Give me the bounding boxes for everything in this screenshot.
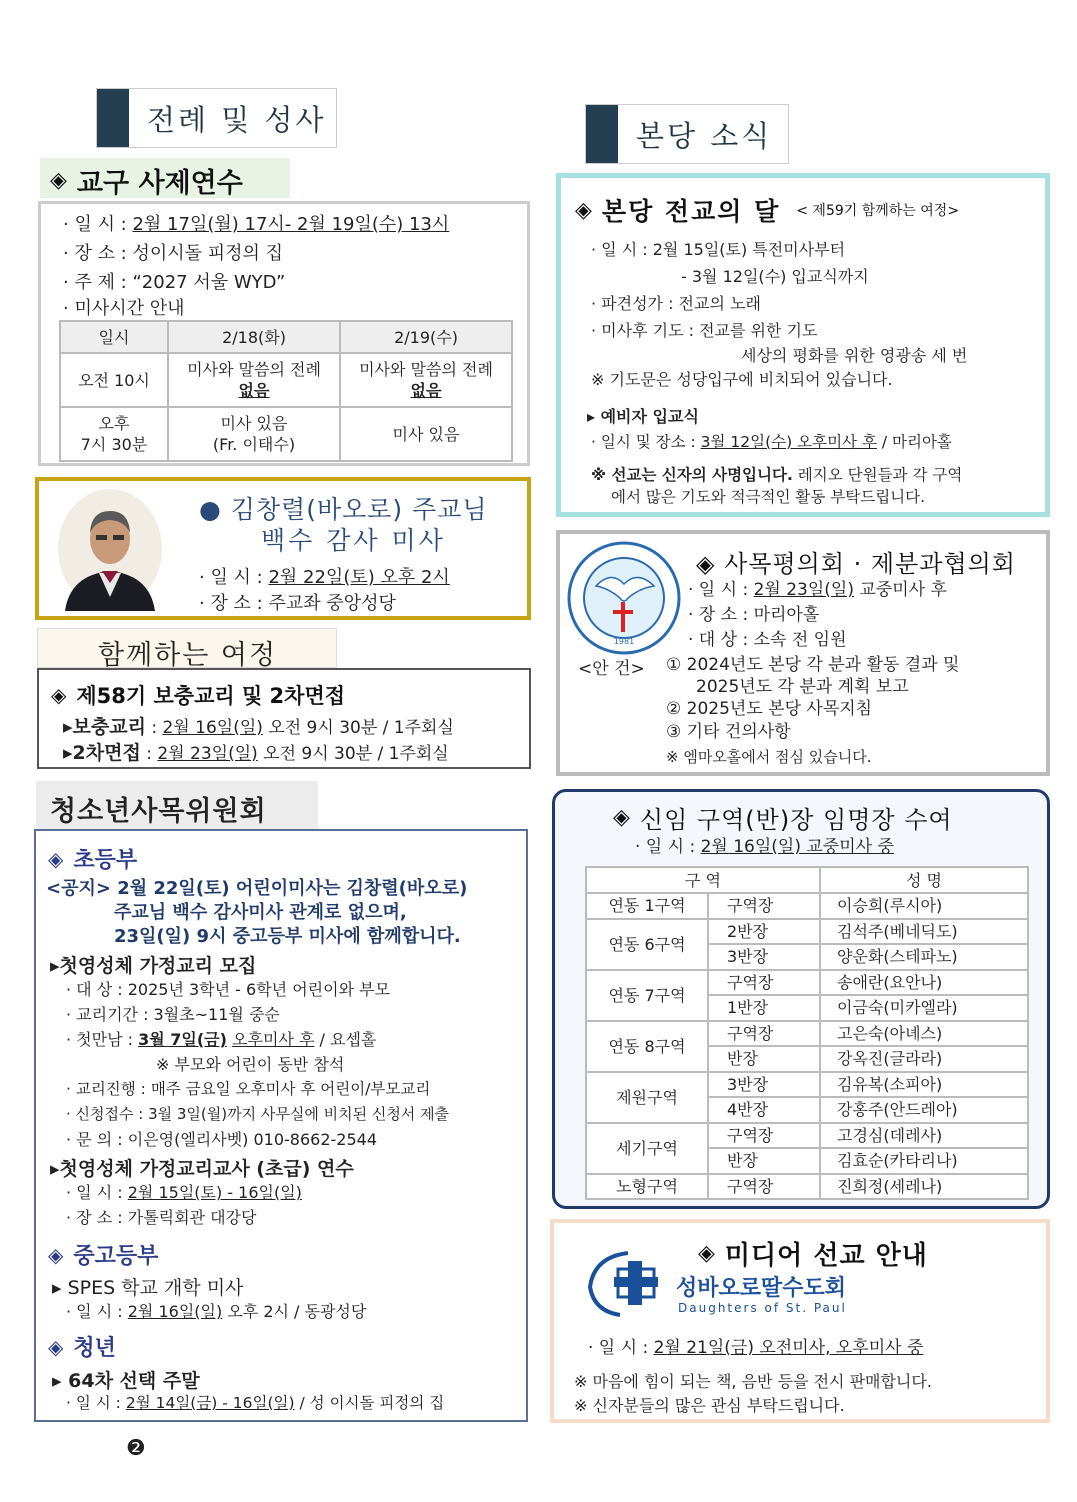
name-cell: 고은숙(아녜스)	[820, 1021, 1028, 1047]
communion-line: · 교리기간 : 3월초~11월 중순	[66, 1005, 280, 1024]
bishop-title-2: 백수 감사 미사	[261, 526, 446, 555]
retreat-line: · 주 제 : “2027 서울 WYD”	[63, 272, 286, 293]
district-cell: 연동 7구역	[586, 970, 708, 1021]
district-cell: 제원구역	[586, 1072, 708, 1123]
bishop-portrait	[55, 487, 165, 611]
retreat-title: 교구 사제연수	[76, 168, 243, 199]
role-cell: 반장	[708, 1148, 820, 1174]
appointment-title: 신임 구역(반)장 임명장 수여	[639, 806, 953, 834]
page-number: ❷	[126, 1436, 146, 1461]
council-box	[556, 530, 1050, 776]
name-cell: 김유복(소피아)	[820, 1072, 1028, 1098]
council-date: · 일 시 : 2월 23일(일) 교중미사 후	[688, 580, 947, 600]
diamond-icon: ◈	[575, 197, 592, 223]
diamond-icon: ◈	[50, 168, 67, 193]
role-cell: 구역장	[708, 970, 820, 996]
role-cell: 1반장	[708, 995, 820, 1021]
weekend-date: · 일 시 : 2월 14일(금) - 16일(일) / 성 이시돌 피정의 집	[66, 1394, 445, 1412]
first-meet-line: · 첫만남 : 3월 7일(금) 오후미사 후 / 요셉홀	[66, 1030, 377, 1049]
journey-item: ▸2차면접 : 2월 23일(일) 오전 9시 30분 / 1주회실	[63, 742, 449, 764]
mission-line: ※ 기도문은 성당입구에 비치되어 있습니다.	[591, 370, 893, 389]
news-header-text: 본당 소식	[636, 118, 773, 153]
header-bar	[97, 89, 129, 147]
header-bar	[586, 105, 618, 163]
role-cell: 구역장	[708, 1174, 820, 1200]
journey-item: ▸보충교리 : 2월 16일(일) 오전 9시 30분 / 1주회실	[63, 716, 454, 738]
table-row	[586, 1021, 1028, 1047]
mission-box	[556, 173, 1050, 517]
table-row: 오전 10시 미사와 말씀의 전례 없음 미사와 말씀의 전례 없음	[60, 353, 512, 407]
table-row	[586, 893, 1028, 919]
agenda-item: ② 2025년도 본당 사목지침	[666, 699, 873, 719]
journey-header: 함께하는 여정	[37, 628, 337, 668]
media-title: 미디어 선교 안내	[724, 1241, 928, 1271]
teacher-place: · 장 소 : 가톨릭회관 대강당	[66, 1208, 257, 1227]
name-cell: 송애란(요안나)	[820, 970, 1028, 996]
lunch-note: ※ 엠마오홀에서 점심 있습니다.	[666, 748, 872, 766]
name-cell: 고경심(데레사)	[820, 1123, 1028, 1149]
table-header: 2/19(수)	[340, 321, 512, 353]
communion-line: · 신청접수 : 3월 3일(월)까지 사무실에 비치된 신청서 제출	[66, 1105, 450, 1123]
retreat-title-box	[40, 158, 290, 198]
daughters-of-st-paul-logo	[584, 1247, 674, 1319]
communion-line: · 교리진행 : 매주 금요일 오후미사 후 어린이/부모교리	[66, 1080, 431, 1098]
media-box	[550, 1219, 1050, 1423]
table-row: 오후 7시 30분 미사 있음 (Fr. 이태수) 미사 있음	[60, 407, 512, 461]
mission-line: 세상의 평화를 위한 영광송 세 번	[741, 346, 968, 365]
mission-line: · 미사후 기도 : 전교를 위한 기도	[591, 321, 818, 340]
journey-box	[37, 668, 531, 769]
media-note: ※ 마음에 힘이 되는 책, 음반 등을 전시 판매합니다.	[574, 1372, 932, 1391]
logo-korean: 성바오로딸수도회	[676, 1276, 847, 1301]
bishop-mass-box	[35, 477, 531, 620]
media-note: ※ 신자분들의 많은 관심 부탁드립니다.	[574, 1396, 845, 1415]
diamond-icon: ◈	[48, 846, 64, 871]
mission-line: · 파견성가 : 전교의 노래	[591, 294, 761, 313]
notice: <공지> 2월 22일(토) 어린이미사는 김창렬(바오로) 주교님 백수 감사미사 관계로 없으며, 23일(일) 9시 중고등부 미사에 함께합니다.	[46, 878, 468, 947]
liturgy-section-header	[96, 88, 337, 148]
retreat-line: · 일 시 : 2월 17일(월) 17시- 2월 19일(수) 13시	[63, 214, 450, 235]
parish-seal-logo	[566, 540, 682, 656]
district-table	[585, 866, 1029, 1200]
retreat-line: · 미사시간 안내	[63, 298, 185, 319]
appointment-date: · 일 시 : 2월 16일(일) 교중미사 중	[635, 837, 894, 857]
table-header: 2/18(화)	[168, 321, 340, 353]
diamond-icon: ◈	[48, 1334, 64, 1359]
role-cell: 반장	[708, 1046, 820, 1072]
role-cell: 구역장	[708, 1021, 820, 1047]
district-cell: 세기구역	[586, 1123, 708, 1174]
council-place: · 장 소 : 마리아홀	[688, 605, 820, 625]
spes-title: ▸ SPES 학교 개학 미사	[52, 1277, 244, 1299]
district-cell: 연동 6구역	[586, 919, 708, 970]
role-cell: 3반장	[708, 944, 820, 970]
weekend-title: ▸ 64차 선택 주말	[52, 1370, 200, 1392]
role-cell: 구역장	[708, 893, 820, 919]
name-cell: 이금숙(미카엘라)	[820, 995, 1028, 1021]
name-cell: 양운화(스테파노)	[820, 944, 1028, 970]
name-cell: 김효순(카타리나)	[820, 1148, 1028, 1174]
name-cell: 이승희(루시아)	[820, 893, 1028, 919]
agenda-item: ③ 기타 건의사항	[666, 722, 791, 742]
retreat-box	[38, 201, 530, 466]
retreat-line: · 장 소 : 성이시돌 피정의 집	[63, 243, 284, 264]
bishop-place: · 장 소 : 주교좌 중앙성당	[199, 593, 396, 614]
mission-note: ※ 선교는 신자의 사명입니다. 레지오 단원들과 각 구역 에서 많은 기도와 적극적인 활동 부탁드립니다.	[591, 466, 963, 506]
table-row	[586, 919, 1028, 945]
table-header: 성 명	[820, 867, 1028, 893]
table-row	[586, 1072, 1028, 1098]
mission-subtitle: < 제59기 함께하는 여정>	[796, 203, 960, 219]
middle-title: 중고등부	[73, 1244, 159, 1269]
logo-english: Daughters of St. Paul	[678, 1301, 847, 1315]
table-row	[586, 1123, 1028, 1149]
news-section-header	[585, 104, 789, 164]
role-cell: 구역장	[708, 1123, 820, 1149]
elementary-title: 초등부	[73, 848, 138, 873]
young-title: 청년	[73, 1336, 116, 1361]
appointment-box	[552, 789, 1050, 1209]
communion-line: · 문 의 : 이은영(엘리사벳) 010-8662-2544	[66, 1130, 378, 1149]
youth-box	[34, 829, 528, 1422]
council-title: ◈ 사목평의회 · 제분과협의회	[696, 550, 1016, 578]
communion-title: ▸첫영성체 가정교리 모집	[50, 955, 257, 977]
name-cell: 진희정(세레나)	[820, 1174, 1028, 1200]
catechumen-line: · 일시 및 장소 : 3월 12일(수) 오후미사 후 / 마리아홀	[591, 433, 952, 451]
parents-note: ※ 부모와 어린이 동반 참석	[156, 1055, 345, 1074]
catechumen-title: ▸ 예비자 입교식	[587, 407, 699, 426]
table-header: 일시	[60, 321, 168, 353]
mission-line: · 일 시 : 2월 15일(토) 특전미사부터	[591, 240, 846, 259]
bishop-title-1: ● 김창렬(바오로) 주교님	[199, 495, 488, 524]
district-cell: 노형구역	[586, 1174, 708, 1200]
agenda-label: <안 건>	[578, 659, 645, 679]
name-cell: 김석주(베네딕도)	[820, 919, 1028, 945]
journey-title: 제58기 보충교리 및 2차면접	[76, 684, 346, 708]
table-row	[586, 1174, 1028, 1200]
mass-schedule-table	[59, 320, 513, 462]
council-target: · 대 상 : 소속 전 임원	[688, 630, 847, 650]
diamond-icon: ◈	[48, 1242, 64, 1267]
mission-title: 본당 전교의 달	[601, 197, 781, 226]
bishop-date: · 일 시 : 2월 22일(토) 오후 2시	[199, 567, 450, 588]
svg-text:1981: 1981	[613, 637, 635, 646]
name-cell: 강홍주(안드레아)	[820, 1097, 1028, 1123]
district-cell: 연동 1구역	[586, 893, 708, 919]
role-cell: 4반장	[708, 1097, 820, 1123]
teacher-title: ▸첫영성체 가정교리교사 (초급) 연수	[50, 1158, 354, 1180]
agenda-item: ① 2024년도 본당 각 분과 활동 결과 및	[666, 655, 960, 675]
name-cell: 강옥진(글라라)	[820, 1046, 1028, 1072]
district-cell: 연동 8구역	[586, 1021, 708, 1072]
diamond-icon: ◈	[51, 683, 67, 707]
diamond-icon: ◈	[613, 805, 630, 830]
table-header: 구 역	[586, 867, 820, 893]
role-cell: 3반장	[708, 1072, 820, 1098]
liturgy-header-text: 전례 및 성사	[147, 102, 327, 137]
youth-header: 청소년사목위원회	[36, 781, 318, 829]
spes-date: · 일 시 : 2월 16일(일) 오후 2시 / 동광성당	[66, 1302, 367, 1321]
table-row	[586, 970, 1028, 996]
diamond-icon: ◈	[698, 1241, 715, 1266]
media-date: · 일 시 : 2월 21일(금) 오전미사, 오후미사 중	[588, 1338, 924, 1358]
role-cell: 2반장	[708, 919, 820, 945]
agenda-item: 2025년도 각 분과 계획 보고	[696, 677, 909, 697]
teacher-date: · 일 시 : 2월 15일(토) - 16일(일)	[66, 1183, 302, 1202]
mission-line: - 3월 12일(수) 입교식까지	[681, 267, 869, 286]
communion-line: · 대 상 : 2025년 3학년 - 6학년 어린이와 부모	[66, 980, 391, 999]
